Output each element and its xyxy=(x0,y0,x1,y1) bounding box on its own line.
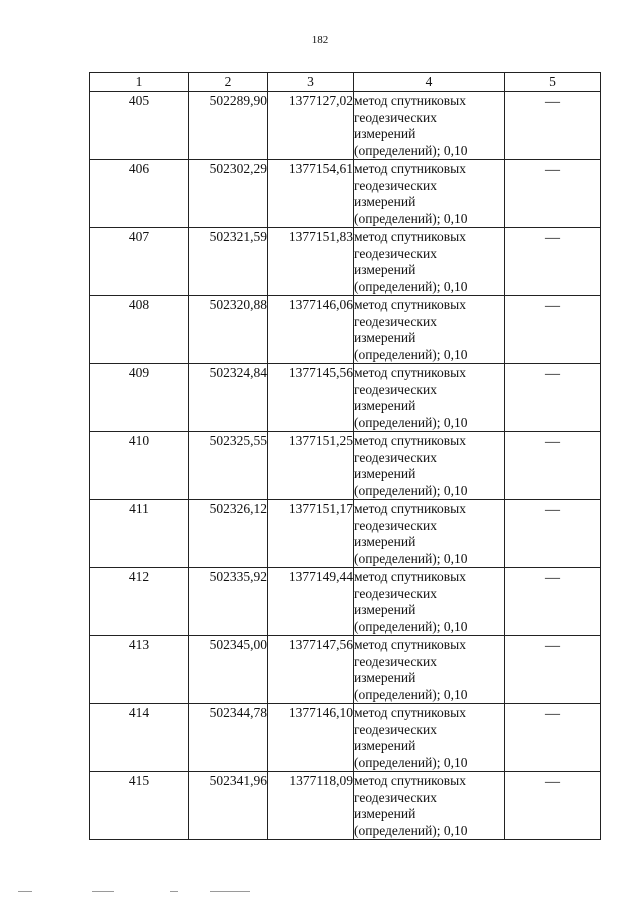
table-header-row xyxy=(90,73,601,92)
method-line: измерений xyxy=(354,806,416,821)
y-coordinate-cell: 1377151,17 xyxy=(268,500,354,568)
header-col-2: 2 xyxy=(189,73,268,92)
y-coordinate-cell: 1377151,83 xyxy=(268,228,354,296)
method-line: метод спутниковых xyxy=(354,501,466,516)
method-cell xyxy=(354,500,505,568)
method-line: измерений xyxy=(354,262,416,277)
table-row xyxy=(90,432,601,500)
note-cell xyxy=(505,160,601,228)
method-line: метод спутниковых xyxy=(354,229,466,244)
method-line: метод спутниковых xyxy=(354,365,466,380)
table-row xyxy=(90,636,601,704)
method-line: измерений xyxy=(354,194,416,209)
method-line: (определений); 0,10 xyxy=(354,618,468,634)
method-line: измерений xyxy=(354,738,416,753)
note-dash: — xyxy=(545,502,560,518)
note-dash: — xyxy=(545,298,560,314)
method-cell xyxy=(354,636,505,704)
method-line: геодезических xyxy=(354,517,437,533)
method-cell xyxy=(354,568,505,636)
method-line: геодезических xyxy=(354,653,437,669)
method-line: (определений); 0,10 xyxy=(354,822,468,838)
method-line: измерений xyxy=(354,330,416,345)
table-row xyxy=(90,228,601,296)
method-line: метод спутниковых xyxy=(354,433,466,448)
point-number-cell: 409 xyxy=(90,364,189,432)
point-number-cell: 407 xyxy=(90,228,189,296)
method-line: измерений xyxy=(354,670,416,685)
method-line: геодезических xyxy=(354,109,437,125)
y-coordinate-cell: 1377146,10 xyxy=(268,704,354,772)
method-line: (определений); 0,10 xyxy=(354,686,468,702)
point-number-cell: 406 xyxy=(90,160,189,228)
note-dash: — xyxy=(545,94,560,110)
method-line: (определений); 0,10 xyxy=(354,414,468,430)
x-coordinate-cell: 502320,88 xyxy=(189,296,268,364)
header-col-5: 5 xyxy=(505,73,601,92)
note-cell xyxy=(505,364,601,432)
note-dash: — xyxy=(545,162,560,178)
table-row xyxy=(90,772,601,840)
note-dash: — xyxy=(545,774,560,790)
method-cell xyxy=(354,364,505,432)
note-cell xyxy=(505,432,601,500)
coordinates-table xyxy=(89,72,601,840)
method-line: измерений xyxy=(354,602,416,617)
table-row xyxy=(90,92,601,160)
y-coordinate-cell: 1377118,09 xyxy=(268,772,354,840)
note-cell xyxy=(505,228,601,296)
note-dash: — xyxy=(545,570,560,586)
method-line: геодезических xyxy=(354,585,437,601)
note-cell xyxy=(505,568,601,636)
x-coordinate-cell: 502335,92 xyxy=(189,568,268,636)
x-coordinate-cell: 502326,12 xyxy=(189,500,268,568)
method-line: (определений); 0,10 xyxy=(354,550,468,566)
note-cell xyxy=(505,92,601,160)
method-cell xyxy=(354,772,505,840)
method-line: измерений xyxy=(354,398,416,413)
method-line: геодезических xyxy=(354,449,437,465)
point-number-cell: 405 xyxy=(90,92,189,160)
page-number: 182 xyxy=(311,34,329,46)
method-line: метод спутниковых xyxy=(354,773,466,788)
table-row xyxy=(90,500,601,568)
method-line: (определений); 0,10 xyxy=(354,210,468,226)
method-line: (определений); 0,10 xyxy=(354,482,468,498)
method-cell xyxy=(354,432,505,500)
method-line: геодезических xyxy=(354,313,437,329)
method-cell xyxy=(354,704,505,772)
y-coordinate-cell: 1377149,44 xyxy=(268,568,354,636)
x-coordinate-cell: 502302,29 xyxy=(189,160,268,228)
method-line: измерений xyxy=(354,534,416,549)
point-number-cell: 413 xyxy=(90,636,189,704)
x-coordinate-cell: 502341,96 xyxy=(189,772,268,840)
table-body xyxy=(90,92,601,840)
method-line: метод спутниковых xyxy=(354,93,466,108)
note-dash: — xyxy=(545,366,560,382)
method-line: метод спутниковых xyxy=(354,297,466,312)
method-line: (определений); 0,10 xyxy=(354,754,468,770)
point-number-cell: 412 xyxy=(90,568,189,636)
table-row xyxy=(90,160,601,228)
point-number-cell: 408 xyxy=(90,296,189,364)
table-row xyxy=(90,296,601,364)
point-number-cell: 415 xyxy=(90,772,189,840)
y-coordinate-cell: 1377146,06 xyxy=(268,296,354,364)
method-line: геодезических xyxy=(354,177,437,193)
method-cell xyxy=(354,228,505,296)
method-cell xyxy=(354,92,505,160)
note-dash: — xyxy=(545,706,560,722)
note-cell xyxy=(505,500,601,568)
method-line: измерений xyxy=(354,466,416,481)
x-coordinate-cell: 502289,90 xyxy=(189,92,268,160)
footer-scan-marks xyxy=(0,891,640,895)
method-cell xyxy=(354,160,505,228)
y-coordinate-cell: 1377151,25 xyxy=(268,432,354,500)
table-row xyxy=(90,364,601,432)
header-col-4: 4 xyxy=(354,73,505,92)
point-number-cell: 414 xyxy=(90,704,189,772)
note-dash: — xyxy=(545,434,560,450)
table-row xyxy=(90,704,601,772)
x-coordinate-cell: 502324,84 xyxy=(189,364,268,432)
method-line: (определений); 0,10 xyxy=(354,346,468,362)
method-line: метод спутниковых xyxy=(354,569,466,584)
method-cell xyxy=(354,296,505,364)
x-coordinate-cell: 502325,55 xyxy=(189,432,268,500)
x-coordinate-cell: 502321,59 xyxy=(189,228,268,296)
x-coordinate-cell: 502344,78 xyxy=(189,704,268,772)
note-cell xyxy=(505,636,601,704)
method-line: метод спутниковых xyxy=(354,637,466,652)
method-line: (определений); 0,10 xyxy=(354,142,468,158)
method-line: метод спутниковых xyxy=(354,705,466,720)
method-line: геодезических xyxy=(354,245,437,261)
header-col-3: 3 xyxy=(268,73,354,92)
method-line: измерений xyxy=(354,126,416,141)
y-coordinate-cell: 1377145,56 xyxy=(268,364,354,432)
note-dash: — xyxy=(545,638,560,654)
note-cell xyxy=(505,772,601,840)
header-col-1: 1 xyxy=(90,73,189,92)
note-cell xyxy=(505,296,601,364)
y-coordinate-cell: 1377147,56 xyxy=(268,636,354,704)
note-dash: — xyxy=(545,230,560,246)
method-line: метод спутниковых xyxy=(354,161,466,176)
method-line: геодезических xyxy=(354,789,437,805)
method-line: геодезических xyxy=(354,721,437,737)
table-row xyxy=(90,568,601,636)
note-cell xyxy=(505,704,601,772)
method-line: (определений); 0,10 xyxy=(354,278,468,294)
y-coordinate-cell: 1377127,02 xyxy=(268,92,354,160)
x-coordinate-cell: 502345,00 xyxy=(189,636,268,704)
point-number-cell: 411 xyxy=(90,500,189,568)
y-coordinate-cell: 1377154,61 xyxy=(268,160,354,228)
point-number-cell: 410 xyxy=(90,432,189,500)
method-line: геодезических xyxy=(354,381,437,397)
